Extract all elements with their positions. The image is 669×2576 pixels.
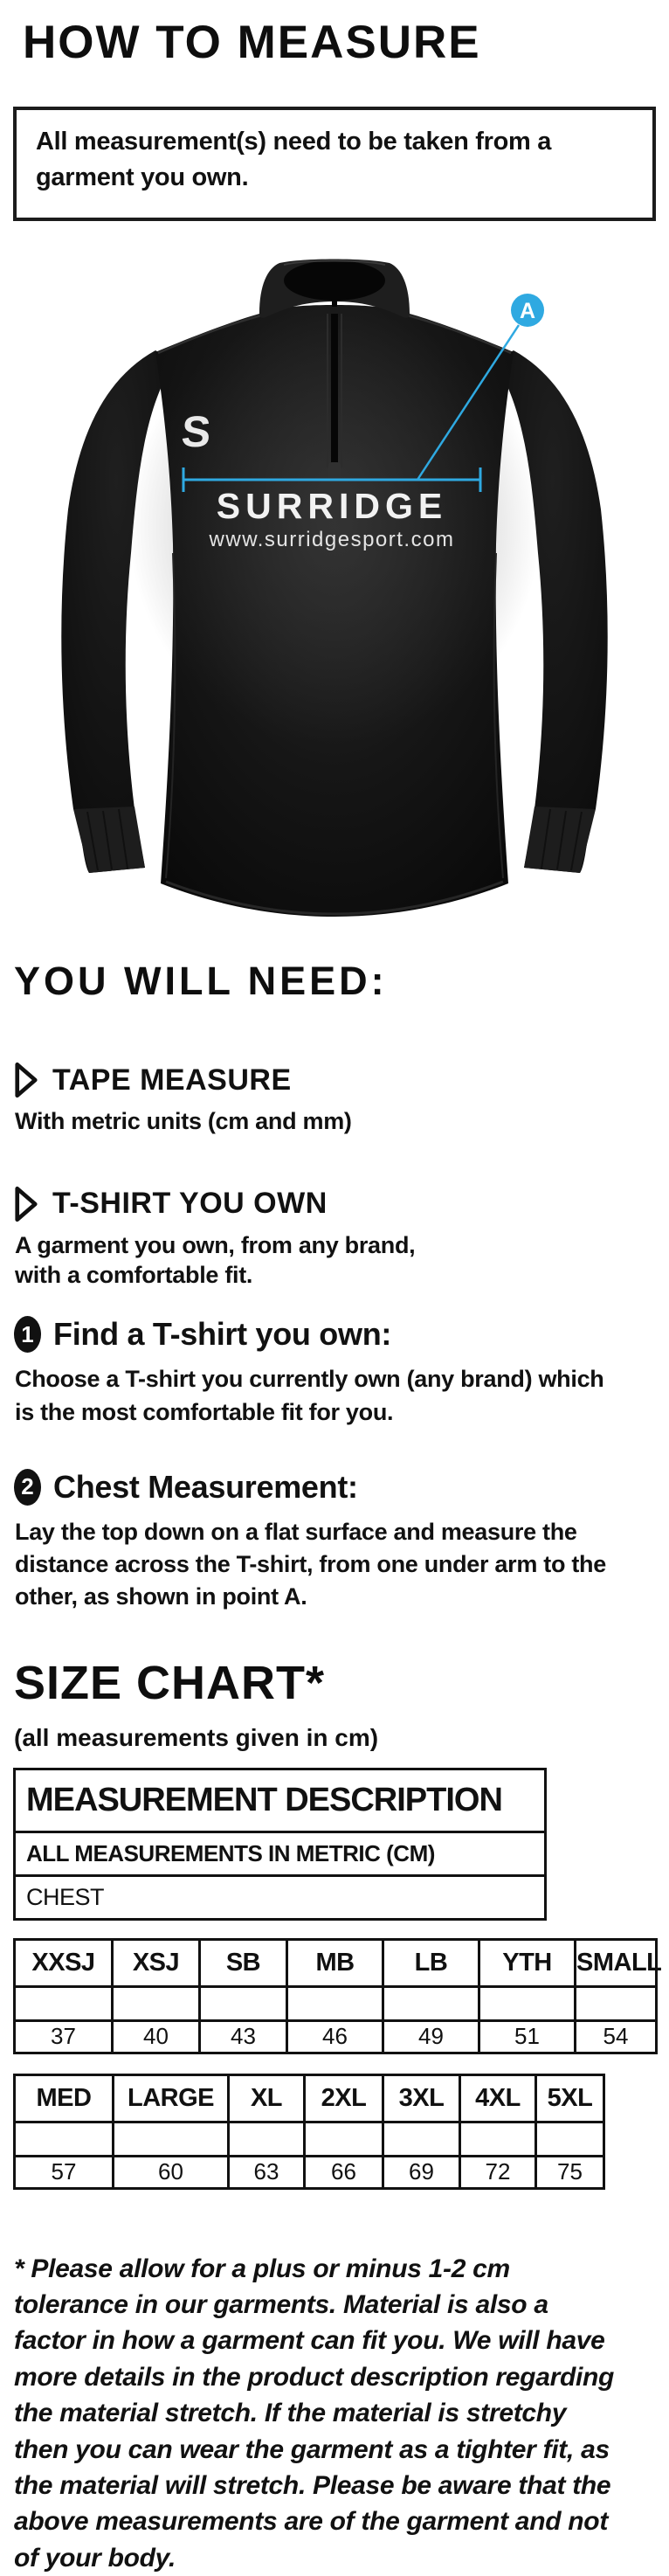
step-description: Lay the top down on a flat surface and measure the distance across the T-shirt, from one under arm to the other, as shown in point A. (15, 1518, 606, 1610)
size-header-cell: MED (15, 2074, 114, 2122)
step-number-badge: 1 (14, 1316, 41, 1353)
size-table-med-to-5xl (13, 2074, 605, 2190)
size-header-cell: LARGE (114, 2074, 229, 2122)
size-header-cell: 2XL (305, 2074, 383, 2122)
size-chart-subheading: (all measurements given in cm) (14, 1723, 379, 1751)
collar-zip (332, 263, 337, 307)
empty-cell (287, 1986, 383, 2020)
need-item-title: TAPE MEASURE (52, 1063, 292, 1097)
need-item-title: T-SHIRT YOU OWN (52, 1187, 328, 1221)
need-item-tape-measure (0, 1060, 669, 1136)
you-will-need-heading: YOU WILL NEED: (14, 959, 388, 1004)
zipper-pull (328, 462, 341, 485)
size-header-cell: LB (383, 1939, 479, 1986)
size-value-cell: 66 (305, 2156, 383, 2188)
surridge-logo-monogram: S (179, 407, 213, 457)
size-header-row (15, 2074, 604, 2122)
empty-cell (460, 2122, 536, 2156)
size-header-cell: 4XL (460, 2074, 536, 2122)
zipper-track (331, 314, 338, 467)
empty-cell (200, 1986, 287, 2020)
size-header-cell: MB (287, 1939, 383, 1986)
empty-cell (383, 1986, 479, 2020)
size-header-cell: XXSJ (15, 1939, 113, 1986)
garment-left-cuff (73, 807, 145, 873)
size-value-cell: 49 (383, 2020, 479, 2053)
empty-cell (479, 1986, 576, 2020)
metric-units-row: ALL MEASUREMENTS IN METRIC (CM) (16, 1831, 544, 1874)
size-header-cell: XSJ (113, 1939, 200, 1986)
zipper-placket-right (341, 314, 342, 467)
empty-cell (114, 2122, 229, 2156)
step-description: Choose a T-shirt you currently own (any brand) which is the most comfortable fit for you. (15, 1366, 604, 1425)
size-value-cell: 51 (479, 2020, 576, 2053)
garment-product-image (0, 256, 669, 922)
empty-cell (536, 2122, 604, 2156)
size-table-junior-to-small (13, 1938, 662, 2054)
size-chart-heading: SIZE CHART* (14, 1656, 326, 1709)
size-value-cell: 43 (200, 2020, 287, 2053)
size-value-row (15, 2020, 657, 2053)
brand-website: www.surridgesport.com (209, 528, 455, 552)
size-header-cell: SB (200, 1939, 287, 1986)
step-number-badge: 2 (14, 1469, 41, 1506)
size-value-cell: 57 (15, 2156, 114, 2188)
empty-cell (15, 1986, 113, 2020)
notice-text: All measurement(s) need to be taken from a garment you own. (36, 128, 552, 191)
garment-right-cuff (524, 807, 596, 873)
size-value-row (15, 2156, 604, 2188)
notice-box (13, 107, 656, 221)
empty-cell (229, 2122, 305, 2156)
step-title: Chest Measurement: (53, 1468, 358, 1505)
need-item-tshirt (0, 1184, 669, 1291)
size-value-cell: 60 (114, 2156, 229, 2188)
size-value-cell: 72 (460, 2156, 536, 2188)
step-title: Find a T-shirt you own: (53, 1316, 392, 1353)
step-1 (0, 1316, 669, 1429)
empty-cell (383, 2122, 460, 2156)
page-title: HOW TO MEASURE (23, 17, 481, 68)
need-item-description: With metric units (cm and mm) (15, 1108, 352, 1135)
size-header-cell: 3XL (383, 2074, 460, 2122)
size-value-cell: 46 (287, 2020, 383, 2053)
step-2 (0, 1469, 669, 1614)
size-header-cell: 5XL (536, 2074, 604, 2122)
size-header-cell: SMALL (576, 1939, 657, 1986)
brand-wordmark: SURRIDGE (216, 486, 448, 527)
marker-a-label: A (519, 299, 536, 324)
empty-cell (113, 1986, 200, 2020)
tolerance-footnote: * Please allow for a plus or minus 1-2 cm tolerance in our garments. Material is also a factor in how a garment can fit you. We will have more details in the product description regarding the material stretch. If the material is stretchy then you can wear the garment as a tighter fit, as the material will stretch. Please be aware that the above measurements are of the garment and not of your body. (14, 2254, 615, 2573)
measurement-description-header: MEASUREMENT DESCRIPTION (26, 1781, 502, 1818)
size-value-cell: 75 (536, 2156, 604, 2188)
empty-cell (305, 2122, 383, 2156)
chest-row: CHEST (16, 1874, 544, 1918)
empty-cell (576, 1986, 657, 2020)
empty-cell (15, 2122, 114, 2156)
measurement-description-table (13, 1768, 547, 1921)
spacer-row (15, 2122, 604, 2156)
triangle-bullet-icon (14, 1060, 38, 1100)
zipper-placket-left (327, 314, 328, 467)
size-header-cell: YTH (479, 1939, 576, 1986)
garment-illustration (0, 256, 669, 922)
spacer-row (15, 1986, 657, 2020)
size-header-cell: XL (229, 2074, 305, 2122)
size-value-cell: 63 (229, 2156, 305, 2188)
size-value-cell: 69 (383, 2156, 460, 2188)
size-value-cell: 54 (576, 2020, 657, 2053)
size-value-cell: 37 (15, 2020, 113, 2053)
size-header-row (15, 1939, 657, 1986)
size-value-cell: 40 (113, 2020, 200, 2053)
need-item-description: A garment you own, from any brand, with a comfortable fit. (15, 1231, 416, 1289)
triangle-bullet-icon (14, 1184, 38, 1224)
